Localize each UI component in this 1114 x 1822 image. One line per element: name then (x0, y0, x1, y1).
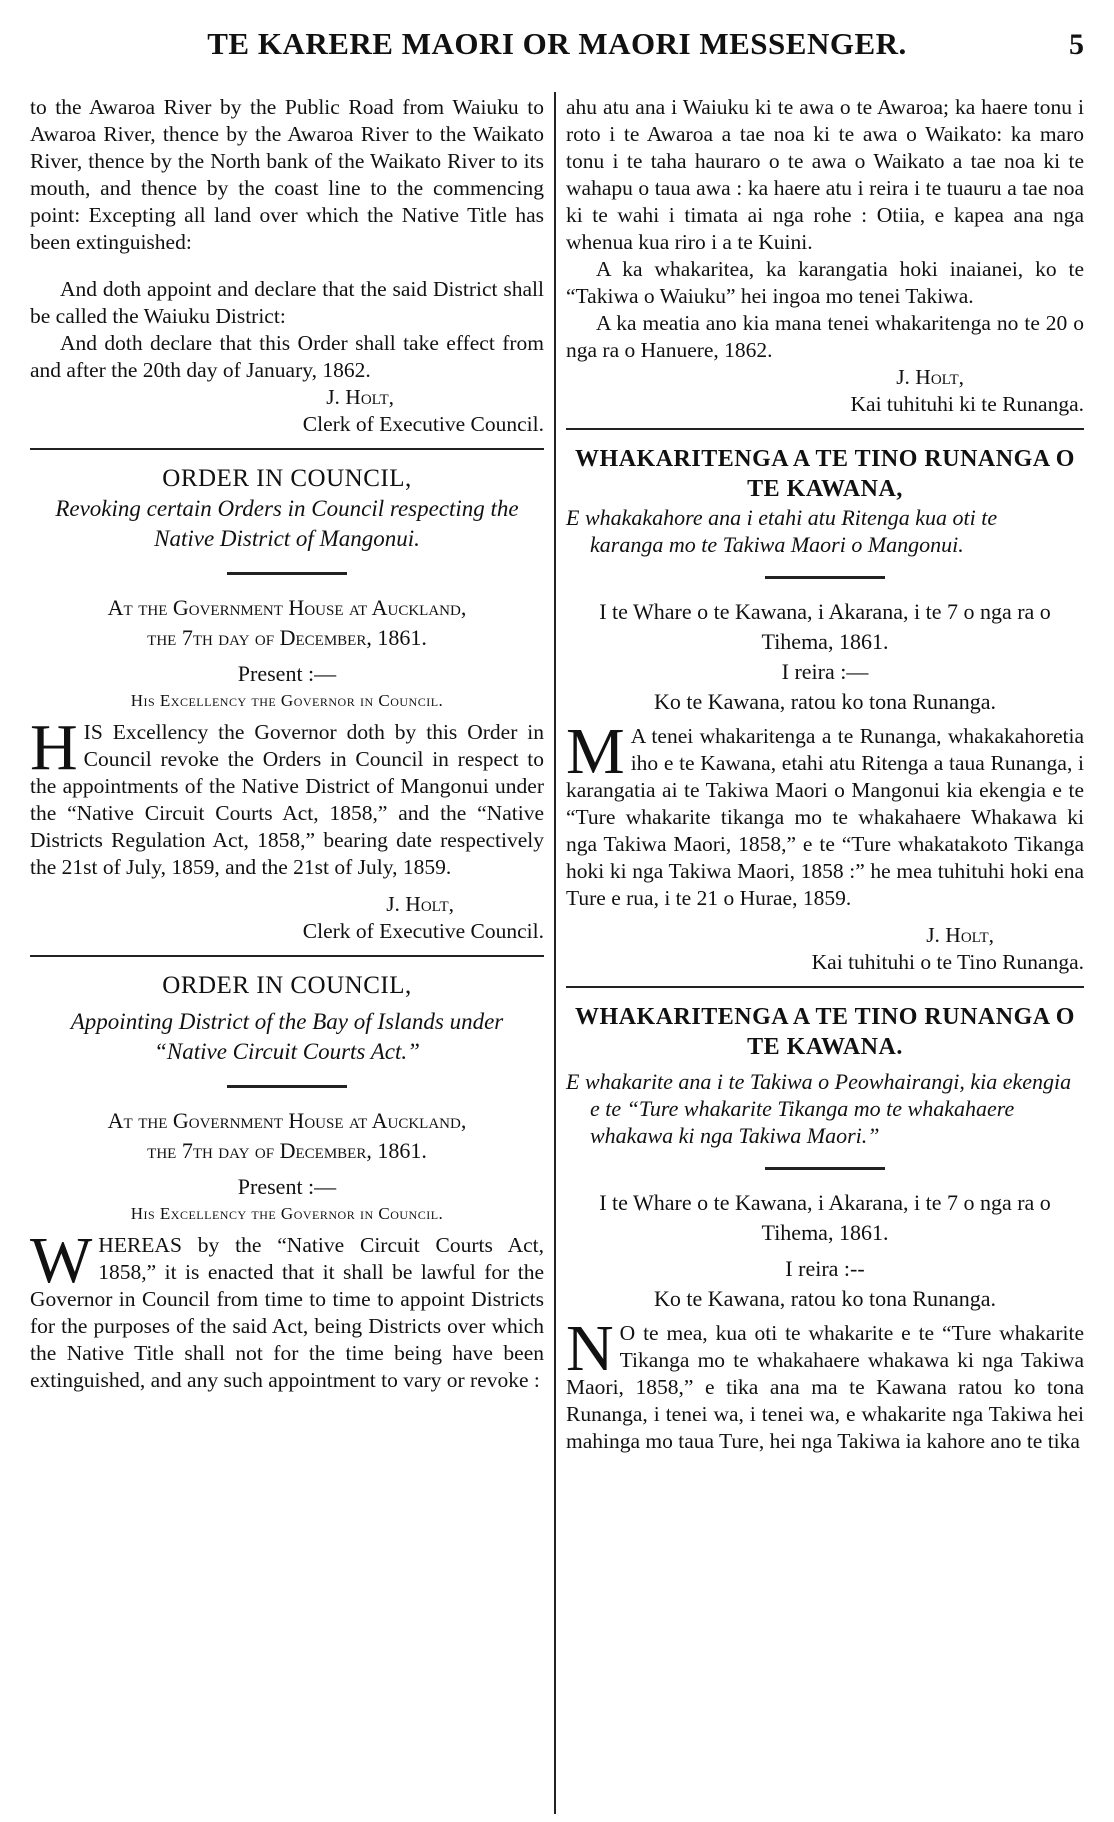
page-header (30, 26, 1084, 76)
present-label: I reira :— (781, 659, 869, 684)
newspaper-title: TE KARERE MAORI OR MAORI MESSENGER. (207, 26, 907, 61)
drop-cap: N (566, 1312, 614, 1385)
signature-role: Kai tuhituhi o te Tino Runanga. (811, 950, 1084, 974)
order-body-text: O te mea, kua oti te whakarite e te “Ture whakarite Tikanga mo te whakahaere whakawa ki nga Takiwa Maori, 1858,” e tika ana ma te Kawana ratou ko tona Runanga, i tenei wa, i tenei wa, e whakarite nga Takiwa hei mahinga mo taua Ture, hei nga Takiwa ia kahore ano te tika (566, 1321, 1084, 1453)
order-body-text: IS Excellency the Governor doth by this Order in Council revoke the Orders in Council in respect to the appointments of the Native District of Mangonui under the “Native Circuit Courts Act, 1858,” and the “Native Districts Regulation Act, 1858,” bearing date respectively the 21st of July, 1859, and the 21st of July, 1859. (30, 720, 544, 879)
drop-cap: M (566, 715, 625, 788)
order-body (566, 715, 1084, 912)
order-subtitle: E whakarite ana i te Takiwa o Peowhairangi, kia ekengia e te “Ture whakarite Tikanga mo te whakahaere whakawa ki nga Takiwa Maori.” (566, 1069, 1072, 1148)
present-label: Present :— (237, 1174, 337, 1199)
effect-paragraph: A ka meatia ano kia mana tenei whakaritenga no te 20 o nga ra o Hanuere, 1862. (566, 311, 1084, 362)
short-rule (765, 576, 885, 579)
order-subtitle: Revoking certain Orders in Council respecting the Native District of Mangonui. (55, 496, 519, 551)
section-rule (30, 448, 544, 450)
order-body (30, 711, 544, 881)
order-heading: WHAKARITENGA A TE TINO RUNANGA O TE KAWANA, (575, 446, 1075, 502)
section-rule (566, 428, 1084, 430)
english-column (30, 94, 544, 1394)
short-rule (227, 572, 347, 575)
drop-cap: W (30, 1224, 93, 1297)
excellency-line: His Excellency the Governor in Council. (130, 1204, 444, 1223)
order-body (566, 1312, 1084, 1455)
order-heading: ORDER IN COUNCIL, (162, 465, 412, 492)
order-place: At the Government House at Auckland, (107, 1108, 467, 1133)
appoint-paragraph: And doth appoint and declare that the said District shall be called the Waiuku District: (30, 277, 544, 328)
signature-name: J. Holt, (386, 892, 454, 916)
order-subtitle: E whakakahore ana i etahi atu Ritenga kua oti te karanga mo te Takiwa Maori o Mangonui. (566, 505, 998, 557)
order-heading: WHAKARITENGA A TE TINO RUNANGA O TE KAWANA. (575, 1004, 1075, 1060)
order-heading: ORDER IN COUNCIL, (162, 972, 412, 999)
order-date: the 7th day of December, 1861. (147, 1138, 427, 1163)
order-date: the 7th day of December, 1861. (147, 625, 427, 650)
column-divider (554, 92, 556, 1814)
short-rule (765, 1167, 885, 1170)
signature-role: Clerk of Executive Council. (302, 412, 544, 436)
page-number: 5 (1069, 28, 1084, 61)
excellency-line: His Excellency the Governor in Council. (130, 691, 444, 710)
drop-cap: H (30, 711, 78, 784)
short-rule (227, 1085, 347, 1088)
signature-name: J. Holt, (926, 923, 994, 947)
attendees-line: Ko te Kawana, ratou ko tona Runanga. (653, 1286, 997, 1311)
order-body-text: HEREAS by the “Native Circuit Courts Act, 1858,” it is enacted that it shall be lawful for the Governor in Council from time to time to appoint Districts for the purposes of the said Act, being Districts over which the Native Title shall not for the time being have been extinguished, and any such appointment to vary or revoke : (30, 1233, 544, 1392)
section-rule (566, 986, 1084, 988)
effect-paragraph: And doth declare that this Order shall take effect from and after the 20th day of January, 1862. (30, 331, 544, 382)
order-body-text: A tenei whakaritenga a te Runanga, whakakahoretia iho e te Kawana, etahi atu Ritenga a taua Runanga, i karangatia ai te Takiwa Maori o Mangonui kia ekengia e te “Ture whakarite tikanga mo te whakahaere Whakawa ki nga Takiwa Maori, 1858,” e te “Ture whakatakoto Tikanga hoki ki nga Takiwa Maori, 1858 :” he mea tuhituhi hoki ena Ture e rua, i te 21 o Hurae, 1859. (566, 724, 1084, 910)
order-place: At the Government House at Auckland, (107, 595, 467, 620)
order-place: I te Whare o te Kawana, i Akarana, i te 7 o nga ra o Tihema, 1861. (599, 1190, 1051, 1245)
present-label: Present :— (237, 661, 337, 686)
signature-name: J. Holt, (326, 385, 394, 409)
intro-paragraph: ahu atu ana i Waiuku ki te awa o te Awaroa; ka haere tonu i roto i te Awaroa a tae noa ki te awa o Waikato: ka maro tonu i te taha hauraro o te awa o Waikato a tae noa ki te wahapu o taua awa : ka haere atu i reira i te tuauru a tae noa ki te wahi i timata ai nga rohe : Otiia, e kapea ana nga whenua kua riro i a te Kuini. (566, 95, 1084, 254)
signature-role: Clerk of Executive Council. (302, 919, 544, 943)
section-rule (30, 955, 544, 957)
order-place: I te Whare o te Kawana, i Akarana, i te 7 o nga ra o Tihema, 1861. (599, 599, 1051, 654)
signature-name: J. Holt, (896, 365, 964, 389)
signature-role: Kai tuhituhi ki te Runanga. (850, 392, 1084, 416)
appoint-paragraph: A ka whakaritea, ka karangatia hoki inaianei, ko te “Takiwa o Waiuku” hei ingoa mo tenei Takiwa. (566, 257, 1084, 308)
attendees-line: Ko te Kawana, ratou ko tona Runanga. (653, 689, 997, 714)
intro-paragraph: to the Awaroa River by the Public Road from Waiuku to Awaroa River, thence by the Awaroa River to the Waikato River, thence by the North bank of the Waikato River to its mouth, and thence by the coast line to the commencing point: Excepting all land over which the Native Title has been extinguished: (30, 95, 544, 254)
order-subtitle: Appointing District of the Bay of Islands under “Native Circuit Courts Act.” (70, 1009, 504, 1064)
maori-column (566, 94, 1084, 1455)
order-body (30, 1224, 544, 1394)
present-label: I reira :-- (785, 1256, 865, 1281)
